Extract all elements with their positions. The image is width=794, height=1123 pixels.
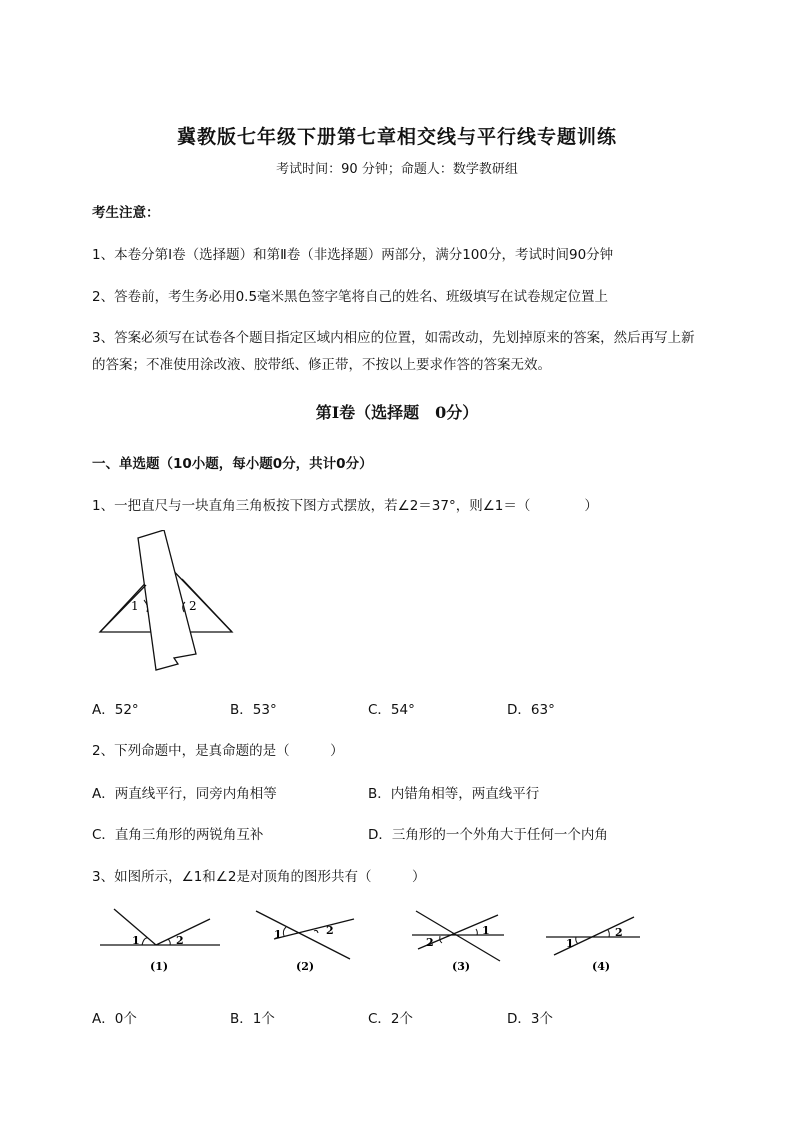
notice-item: 2、答卷前，考生务必用0.5毫米黑色签字笔将自己的姓名、班级填写在试卷规定位置上 (92, 289, 609, 305)
q1-option-b: B．53° (230, 702, 277, 718)
notice-heading: 考生注意： (92, 205, 160, 221)
angle-label-2: 2 (615, 926, 623, 939)
q2-option-d: D．三角形的一个外角大于任何一个内角 (368, 827, 608, 843)
notice-item: 3、答案必须写在试卷各个题目指定区域内相应的位置，如需改动，先划掉原来的答案，然后再写上新 (92, 330, 695, 346)
angle-label-1: 1 (566, 937, 574, 950)
question-3-stem: 3、如图所示，∠1和∠2是对顶角的图形共有（ ） (92, 869, 426, 885)
page-subtitle: 考试时间：90 分钟；命题人：数学教研组 (276, 162, 518, 177)
angle-label-1: 1 (132, 934, 140, 947)
angle-label-1: 1 (482, 924, 490, 937)
ruler-shape (138, 530, 196, 670)
q3-option-d: D．3个 (507, 1011, 553, 1027)
angle-label-2: 2 (176, 934, 184, 947)
question-3-figure-3 (408, 905, 508, 977)
part-title: 一、单选题（10小题，每小题0分，共计0分） (92, 456, 373, 472)
figure-caption: (1) (150, 960, 169, 973)
question-3-figure-4 (544, 905, 644, 977)
q1-option-a: A．52° (92, 702, 139, 718)
question-1-stem: 1、一把直尺与一块直角三角板按下图方式摆放，若∠2＝37°，则∠1＝（ ） (92, 498, 598, 514)
angle-label-2: 2 (326, 924, 334, 937)
q3-option-b: B．1个 (230, 1011, 275, 1027)
angle-label-2: 2 (189, 599, 197, 613)
q2-option-c: C．直角三角形的两锐角互补 (92, 827, 264, 843)
question-3-figure-2 (250, 905, 360, 977)
q3-option-a: A．0个 (92, 1011, 137, 1027)
page-title: 冀教版七年级下册第七章相交线与平行线专题训练 (176, 126, 617, 148)
question-3-figure-1 (98, 905, 223, 977)
notice-item: 的答案；不准使用涂改液、胶带纸、修正带，不按以上要求作答的答案无效。 (92, 357, 551, 373)
question-1-figure (92, 530, 242, 675)
q2-option-a: A．两直线平行，同旁内角相等 (92, 786, 277, 802)
q1-option-d: D．63° (507, 702, 555, 718)
figure-caption: (3) (452, 960, 471, 973)
q1-option-c: C．54° (368, 702, 415, 718)
q3-option-c: C．2个 (368, 1011, 414, 1027)
q2-option-b: B．内错角相等，两直线平行 (368, 786, 540, 802)
angle-label-2: 2 (426, 936, 434, 949)
question-2-stem: 2、下列命题中，是真命题的是（ ） (92, 743, 344, 759)
figure-caption: (4) (592, 960, 611, 973)
section-title: 第Ⅰ卷（选择题 0分） (315, 403, 479, 422)
angle-label-1: 1 (131, 599, 139, 613)
notice-item: 1、本卷分第Ⅰ卷（选择题）和第Ⅱ卷（非选择题）两部分，满分100分，考试时间90分钟 (92, 247, 614, 263)
figure-caption: (2) (296, 960, 315, 973)
angle-label-1: 1 (274, 928, 282, 941)
